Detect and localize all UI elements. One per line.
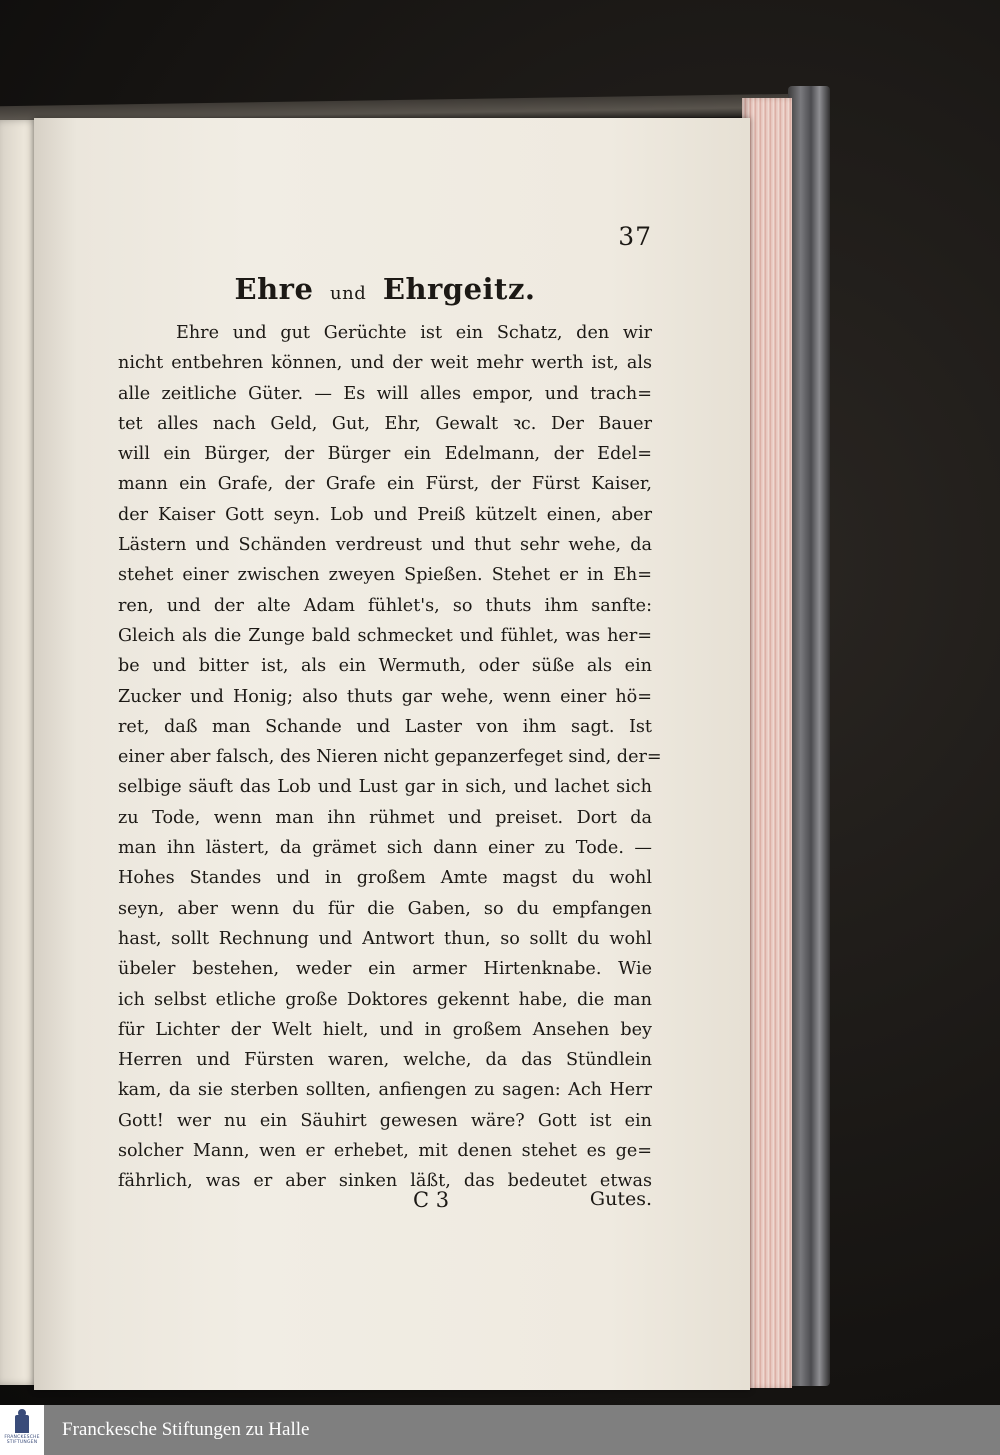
text-line: Ehre und gut Gerüchte ist ein Schatz, den wir bbox=[176, 323, 652, 343]
text-line: mann ein Grafe, der Grafe ein Fürst, der Fürst Kaiser, bbox=[118, 474, 652, 495]
text-line: ret, daß man Schande und Laster von ihm sagt. Ist bbox=[118, 716, 652, 737]
footer-bar bbox=[0, 1405, 1000, 1455]
text-line: Lästern und Schänden verdreust und thut sehr wehe, da bbox=[118, 535, 652, 556]
text-line: ren, und der alte Adam fühlet's, so thuts ihm sanfte: bbox=[118, 595, 652, 616]
text-line: be und bitter ist, als ein Wermuth, oder süße als ein bbox=[118, 656, 652, 677]
heading-second: Ehrgeitz. bbox=[382, 272, 536, 306]
page-footer-row bbox=[118, 1188, 652, 1218]
text-line: alle zeitliche Güter. — Es will alles empor, und trach= bbox=[118, 383, 652, 404]
text-line: man ihn lästert, da grämet sich dann einer zu Tode. — bbox=[118, 838, 652, 859]
signature-mark: C 3 bbox=[413, 1188, 450, 1212]
heading-conjunction: und bbox=[330, 283, 367, 304]
text-line: fährlich, was er aber sinken läßt, das bedeutet etwas bbox=[118, 1171, 652, 1192]
text-line: für Lichter der Welt hielt, und in großem Ansehen bey bbox=[118, 1019, 652, 1040]
text-line: zu Tode, wenn man ihn rühmet und preiset. Dort da bbox=[118, 807, 652, 828]
building-icon bbox=[15, 1415, 29, 1433]
text-line: übeler bestehen, weder ein armer Hirtenknabe. Wie bbox=[118, 959, 652, 980]
text-line: nicht entbehren können, und der weit mehr werth ist, als bbox=[118, 353, 652, 374]
logo-text-line-2: STIFTUNGEN bbox=[6, 1440, 38, 1445]
franckesche-logo bbox=[0, 1405, 44, 1455]
text-line: ich selbst etliche große Doktores gekennt habe, die man bbox=[118, 989, 652, 1010]
text-line: tet alles nach Geld, Gut, Ehr, Gewalt ꝛc. Der Bauer bbox=[118, 413, 652, 434]
page-number: 37 bbox=[618, 222, 652, 251]
text-line: einer aber falsch, des Nieren nicht gepanzerfeget sind, der= bbox=[118, 747, 662, 768]
institution-label: Franckesche Stiftungen zu Halle bbox=[62, 1419, 310, 1440]
catchword: Gutes. bbox=[589, 1188, 652, 1210]
text-line: will ein Bürger, der Bürger ein Edelmann, der Edel= bbox=[118, 444, 652, 465]
text-line: seyn, aber wenn du für die Gaben, so du empfangen bbox=[118, 898, 652, 919]
text-line: Gleich als die Zunge bald schmecket und fühlet, was her= bbox=[118, 625, 652, 646]
logo-text-line-1: FRANCKESCHE bbox=[4, 1435, 40, 1440]
body-text bbox=[118, 318, 662, 1197]
text-line: der Kaiser Gott seyn. Lob und Preiß kützelt einen, aber bbox=[118, 504, 652, 525]
text-line: kam, da sie sterben sollten, anfiengen zu sagen: Ach Herr bbox=[118, 1080, 652, 1101]
text-line: Hohes Standes und in großem Amte magst du wohl bbox=[118, 868, 652, 889]
text-line: Herren und Fürsten waren, welche, da das Stündlein bbox=[118, 1050, 652, 1071]
text-line: hast, sollt Rechnung und Antwort thun, so sollt du wohl bbox=[118, 928, 652, 949]
text-line: selbige säuft das Lob und Lust gar in sich, und lachet sich bbox=[118, 777, 652, 798]
text-line: Gott! wer nu ein Säuhirt gewesen wäre? Gott ist ein bbox=[118, 1110, 652, 1131]
book-cover-board bbox=[788, 86, 830, 1386]
text-line: Zucker und Honig; also thuts gar wehe, wenn einer hö= bbox=[118, 686, 652, 707]
chapter-heading bbox=[118, 272, 652, 306]
text-line: solcher Mann, wen er erhebet, mit denen stehet es ge= bbox=[118, 1141, 652, 1162]
text-line: stehet einer zwischen zweyen Spießen. Stehet er in Eh= bbox=[118, 565, 652, 586]
logo-text bbox=[4, 1435, 39, 1445]
heading-main: Ehre bbox=[234, 272, 314, 306]
